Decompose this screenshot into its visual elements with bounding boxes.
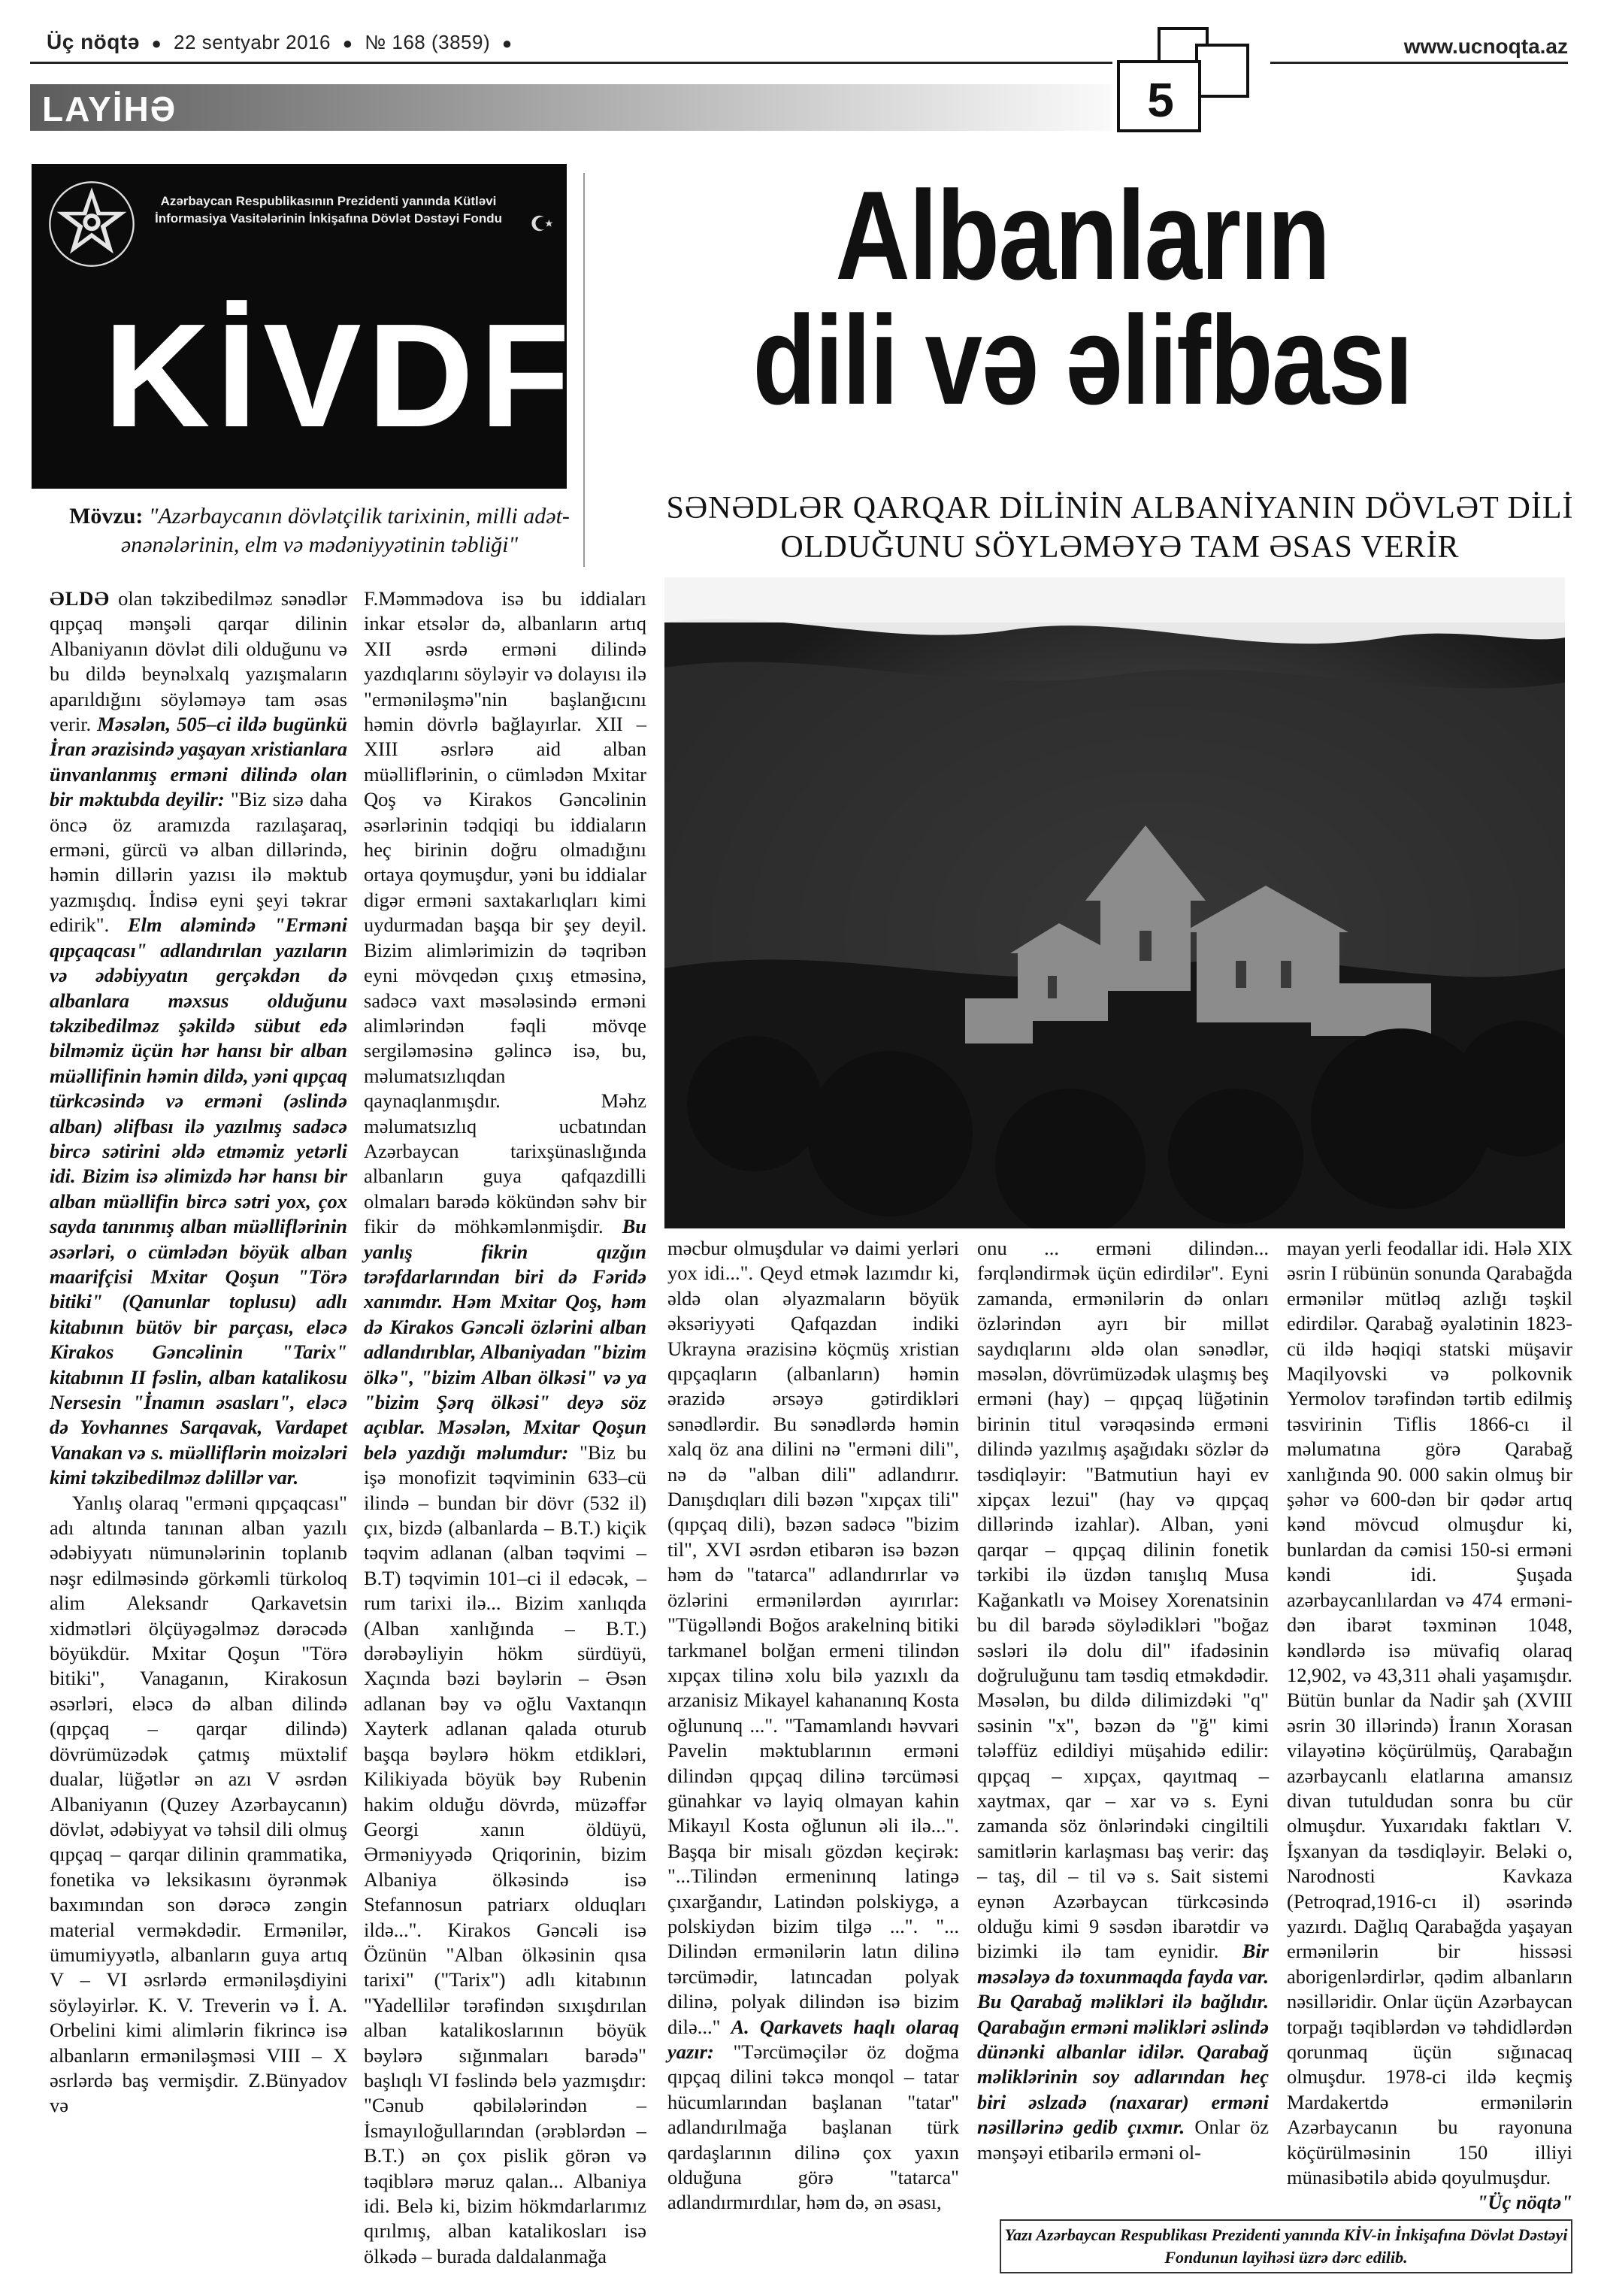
- lead-word: ƏLDƏ: [50, 587, 110, 610]
- website-link[interactable]: www.ucnoqta.az: [1403, 35, 1568, 58]
- bullet-icon: ●: [342, 34, 353, 53]
- rubric-band: [30, 84, 1112, 131]
- article-paragraph: məcbur olmuşdular və daimi yerləri yox idi...". Qeyd etmək lazımdır ki, əldə olan əlyazmaların böyük əksəriyyəti Qafqazdan indiki Ukrayna ərazisinə köçmüş xristian qıpçaqların (albanların) həmin ərazidə ərsəyə gətirdikləri sənədlərdir. Bu sənədlərdə həmin xalq öz ana dilini nə "erməni dili", nə də "alban dili" adlandırır. Danışdıqları dili bəzən "xıpçax tili" (qıpçaq dili), bəzən sadəcə "bizim til", XVI əsrdən etibarən isə bəzən həm də "tatarca" adlandırırlar və özlərini ermənilərdən ayırırlar: "Tügəlləndi Boğos arakelninq bitiki tarkmanel bolğan ermeni tilindən xıpçax tilinə xolu bilə yazıxlı da arzanisiz Mikayel kahananınq Kosta oğlununq ...". "Tamamlandı həvvari Pavelin məktublarının erməni dilindən qıpçaq dilinə tərcüməsi günahkar və layiq olmayan kahin Mikayıl Kosta oğlunun əli ilə...". Başqa bir misalı gözdən keçirək: "...Tilindən ermeninınq latingə çıxarğandır, Latindən polskiygə, a polskiydən bizim tilgə ...". "... Dilindən ermənilərin latın dilinə tərcümədir, latıncadan polyak dilinə, polyak dilindən isə bizim dilə..." A. Qarkavets haqlı olaraq yazır: "Tərcüməçilər öz doğma qıpçaq dilini təkcə monqol – tatar hücumlarından başlanan "tatar" adlandırılmağa başlanan türk qardaşlarının dilinə çox yaxın olduğuna görə "tatarca" adlandırmırdılar, həm də, ən əsası,: [667, 1237, 959, 2214]
- article-paragraph: onu ... erməni dilindən... fərqləndirmək üçün edirdilər". Eyni zamanda, ermənilərin də onları özlərindən ayrı bir millət saydıqlarını əldə olan sənədlər, məsələn, dövrümüzədək ulaşmış beş erməni (hay) – qıpçaq lüğətinin birinin titul vərəqəsində erməni dilində yazılmış aşağıdakı sözlər də təsdiqləyir: "Batmutiun hayi ev xipçax lezui" (hay və qıpçaq dillərində izahlar). Alban, yəni qarqar – qıpçaq dilinin fonetik tərkibi ilə üzdən tanışlıq Musa Kağankatlı və Moisey Xorenatsinin bu dil barədə söylədikləri "boğaz səsləri ilə dolu dil" ifadəsinin doğruluğunu tam təsdiq etməkdədir. Məsələn, bu dildə dilimizdəki "q" səsinin "x", bəzən də "ğ" kimi tələffüz edildiyi müşahidə edilir: qıpçaq – xıpçax, qayıtmaq – xaytmax, qar – xar və s. Eyni zamanda söz önlərindəki cingiltili samitlərin karlaşması baş verir: daş – taş, dil – til və s. Sait sistemi eynən Azərbaycan türkcəsində olduğu kimi 9 səsdən ibarətdir və bizimki ilə tam eynidir. Bir məsələyə də toxunmaqda fayda var. Bu Qarabağ məlikləri ilə bağlıdır. Qarabağın erməni məlikləri əslində dünənki albanlar idilər. Qarabağ məliklərinin soy adlarından heç biri əslzadə (naxarar) erməni nəsillərinə gedib çıxmır. Onlar öz mənşəyi etibarilə erməni ol-: [977, 1237, 1269, 2164]
- kivdf-logo-text: KİVDF: [104, 293, 576, 458]
- crescent-star-icon: [529, 211, 555, 236]
- sponsor-caption: Azərbaycan Respublikasının Prezidenti yanında Kütləvi İnformasiya Vasitələrinin İnkişafına Dövlət Dəstəyi Fondu: [155, 194, 502, 226]
- headline-line-2: dili və əlifbası: [752, 289, 1412, 431]
- article-paragraph: mayan yerli feodallar idi. Hələ XIX əsrin I rübünün sonunda Qarabağda ermənilər mütləq azlığı təşkil edirdilər. Qarabağ əyalətinin 1823-cü ildə həqiqi statski müşavir Maqilyovski və polkovnik Yermolov tərəfindən tərtib edilmiş təsvirinin Tiflis 1866-cı il məlumatına görə Qarabağ xanlığında 90. 000 sakin olmuş bir şəhər və 600-dən bir qədər artıq kənd mövcud olmuşdur ki, bunlardan da cəmisi 150-si erməni kəndi idi. Şuşada azərbaycanlılardan və 474 ermənidən ibarət təxminən 1048, kəndlərdə isə müvafiq olaraq 12,902, və 43,311 əhali yaşamışdır. Bütün bunlar da Nadir şah (XVIII əsrin 30 illərində) İranın Xorasan vilayətinə köçürülmüş, Qarabağın azərbaycanlı elatlarına amansız divan tutuldudan sonra bu cür olmuşdur. Yuxarıdakı faktları V. İşxanyan da təsdiqləyir. Beləki o, Narodnosti Kavkaza (Petroqrad,1916-cı il) əsərində yazırdı. Dağlıq Qarabağda yaşayan ermənilərin bir hissəsi aborigenlərdirlər, qədim albanların nəsilləridir. Onlar üçün Azərbaycan torpağı təqiblərdən və təhdidlərdən qorunmaq üçün sığınacaq olmuşdur. 1978-ci ildə keçmiş Mardakertdə ermənilərin Azərbaycanın bu rayonuna köçürülməsinin 150 illiyi münasibətilə abidə qoyulmuşdur.: [1287, 1237, 1572, 2189]
- article-paragraph: Yanlış olaraq "erməni qıpçaqcası" adı altında tanınan alban yazılı ədəbiyyatı nümunələrinin toplanıb nəşr edilməsində görkəmli türkoloq alim Aleksandr Qarkavetsin xidmətləri ölçüyəgəlməz dərəcədə böyükdür. Mxitar Qoşun "Törə bitiki", Vanaganın, Kirakosun əsərləri, eləcə də alban dilində (qıpçaq – qarqar dilində) dövrümüzədək çatmış müxtəlif dualar, lüğətlər ən azı V əsrdən Albaniyanın (Quzey Azərbaycanın) dövlət, ədəbiyyat və təhsil dili olmuş qıpçaq – qarqar dilinin qrammatika, fonetika və leksikasını öyrənmək baxımından son dərəcə zəngin material verməkdədir. Ermənilər, ümumiyyətlə, albanların guya artıq V – VI əsrlərdə erməniləşdiyini söyləyirlər. K. V. Treverin və İ. A. Orbelini kimi alimlərin fikrincə isə albanların erməniləşməsi VIII – X əsrlərdə baş vermişdir. Z.Bünyadov və: [50, 1491, 347, 2117]
- article-column-5: [1287, 1236, 1572, 2216]
- publication-footnote: Yazı Azərbaycan Respublikası Prezidenti yanında KİV-in İnkişafına Dövlət Dəstəyi Fondunun layihəsi üzrə dərc edilib.: [1000, 2219, 1572, 2273]
- column-divider: [583, 173, 585, 567]
- article-paragraph: ƏLDƏ olan təkzibedilməz sənədlər qıpçaq mənşəli qarqar dilinin Albaniyanın dövlət dili olduğunu və bu dildə beynəlxalq yazışmaların aparıldığını söyləməyə tam əsas verir. Məsələn, 505–ci ildə bugünkü İran ərazisində yaşayan xristianlara ünvanlanmış erməni dilində olan bir məktubda deyilir: "Biz sizə daha öncə öz aramızda razılaşaraq, erməni, gürcü və alban dillərində, həmin dillərin yazısı ilə məktub yazmışdıq. İndisə eyni şeyi təkrar edirik". Elm aləmində "Erməni qıpçaqcası" adlandırılan yazıların və ədəbiyyatın gerçəkdən də albanlara məxsus olduğunu təkzibedilməz şəkildə sübut edə bilməmiz üçün hər hansı bir alban müəllifinin həmin dildə, yəni qıpçaq türkcəsində və erməni (əslində alban) əlifbası ilə yazılmış sadəcə bircə sətirini əldə etməmiz yetərli idi. Bizim isə əlimizdə hər hansı bir alban müəllifin bircə sətri yox, çox sayda tanınmış alban müəlliflərinin əsərləri, o cümlədən böyük alban maarifçisi Mxitar Qoşun "Törə bitiki" (Qanunlar toplusu) adlı kitabının bütöv bir parçası, eləcə Kirakos Gəncəlinin "Tarix" kitabının II fəslin, alban katalikosu Nersesin "İnamın əsasları", eləcə də Yovhannes Sarqavak, Vardapet Vanakan və s. müəlliflərin moizələri kimi təkzibedilməz dəlillər var.: [50, 587, 348, 1489]
- page-number: 5: [1147, 73, 1174, 127]
- headline-line-1: Albanların: [835, 165, 1330, 306]
- masthead-info: [47, 30, 519, 54]
- publication-name: Üç nöqtə: [47, 30, 140, 53]
- masthead-divider: [1270, 62, 1568, 64]
- article-paragraph: F.Məmmədova isə bu iddiaları inkar etsələr də, albanların artıq XII əsrdə erməni dilində yazdıqlarını söyləyir və dolayısı ilə "erməniləşmə"nin başlanğıcını həmin dövrlə bağlayırlar. XII – XIII əsrlərə aid alban müəlliflərinin, o cümlədən Mxitar Qoş və Kirakos Gəncəlinin əsərlərinin tədqiqi bu iddiaların heç birinin doğru olmadığını ortaya qoymuşdur, yəni bu iddialar digər erməni saxtakarlıqları kimi uydurmadan başqa bir şey deyil. Bizim alimlərimizin də təqribən eyni mövqedən çıxış etməsinə, sadəcə vaxt məsələsində erməni alimlərindən fəqli mövqe sergiləməsinə gəlincə isə, bu, məlumatsızlıqdan qaynaqlanmışdır. Məhz məlumatsızlıq ucbatından Azərbaycan tarixşünaslığında albanların guya qafqazdilli olmaları barədə kökündən səhv bir fikir də möhkəmlənmişdir. Bu yanlış fikrin qızğın tərəfdarlarından biri də Fəridə xanımdır. Həm Mxitar Qoş, həm də Kirakos Gəncəli özlərini alban adlandırıblar, Albaniyadan "bizim ölkə", "bizim Alban ölkəsi" və ya "bizim Şərq ölkəsi" deyə söz açıblar. Məsələn, Mxitar Qoşun belə yazdığı məlumdur: "Biz bu işə monofizit təqviminin 633–cü ilində – bundan bir dövr (532 il) çıx, bizdə (albanlarda – B.T.) kiçik təqvim adlanan (alban təqvimi – B.T) təqvimin 101–ci il edəcək, – rum tarixi ilə... Bizim xanlıqda (Alban xanlığında – B.T.) dərəbəyliyin hökm sürdüyü, Xaçında bəzi bəylərin – Əsən adlanan bəy və oğlu Vaxtanqın Xayterk adlanan qalada oturub başqa bəylərə hökm etdikləri, Kilikiyada böyük bəy Rubenin hakim olduğu dövrdə, müzəffər Georgi xanın öldüyü, Ərməniyyədə Qriqorinin, bizim Albaniya ölkəsində isə Stefannosun patriarx olduqları ildə...". Kirakos Gəncəli isə Özünün "Alban ölkəsinin qısa tarixi" ("Tarix") adlı kitabının "Yadellilər tərəfindən sıxışdırılan alban katalikoslarının böyük bəylərə sığınmaları barədə" başlıqlı VI fəslində belə yazmışdır: "Cənub qəbilələrindən – İsmayıloğullarından (ərəblərdən – B.T.) ən çox pislik görən və təqiblərə məruz qalan... Albaniya idi. Belə ki, bizim hökmdarlarımız qırılmış, alban katalikosları isə ölkədə – burada daldalanmağa: [364, 587, 646, 2267]
- bullet-icon: ●: [501, 34, 513, 53]
- article-column-1: [50, 586, 347, 2119]
- topic-line: [60, 502, 579, 559]
- monastery-photo: [664, 577, 1565, 1228]
- page-number-badge: [1117, 27, 1252, 127]
- topic-text: "Azərbaycanın dövlətçilik tarixinin, milli adət-ənənələrinin, elm və mədəniyyətinin təbliği": [120, 504, 570, 557]
- article-column-4: [977, 1236, 1269, 2165]
- sponsor-logo-block: [32, 164, 576, 489]
- rubric-label: LAYİHƏ: [42, 89, 177, 129]
- article-column-3: [667, 1236, 959, 2216]
- masthead-divider: [30, 62, 1112, 64]
- bullet-icon: ●: [151, 34, 162, 53]
- issue-date: 22 sentyabr 2016: [174, 31, 331, 53]
- topic-label: Mövzu:: [69, 504, 144, 529]
- emblem-icon: [48, 180, 135, 268]
- article-signature: "Üç nöqtə": [1476, 2191, 1572, 2214]
- article-column-2: [364, 586, 646, 2269]
- subheadline: SƏNƏDLƏR QARQAR DİLİNİN ALBANİYANIN DÖVLƏT DİLİ OLDUĞUNU SÖYLƏMƏYƏ TAM ƏSAS VERİR: [666, 491, 1574, 565]
- issue-number: № 168 (3859): [365, 31, 491, 53]
- headline: [676, 165, 1489, 431]
